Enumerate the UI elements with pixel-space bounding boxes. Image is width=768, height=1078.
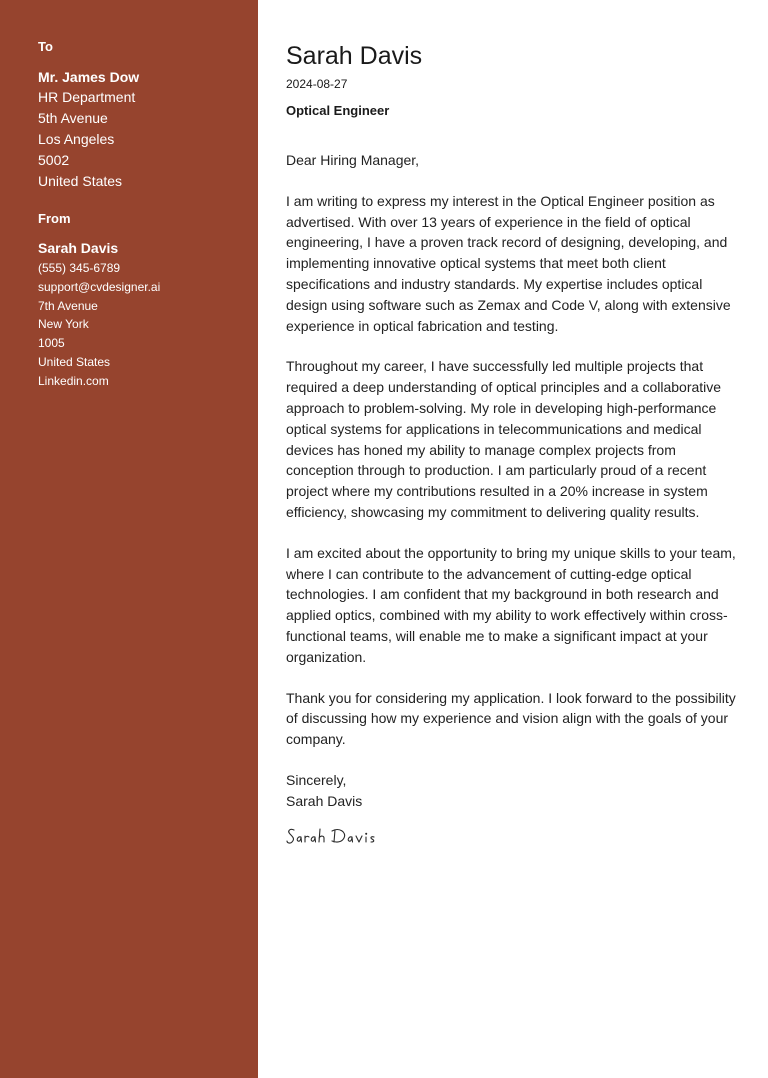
recipient-street: 5th Avenue <box>38 110 108 126</box>
recipient-zip: 5002 <box>38 152 70 168</box>
paragraph-2: Throughout my career, I have successfully led multiple projects that required a deep understanding of optical principles and a collaborative approach to problem-solving. My role in developing high-performance optical systems for applications in telecommunications and medical devices has honed my ability to manage complex projects from conception through to production. I am particularly proud of a recent project where my contributions resulted in a 20% increase in system efficiency, showcasing my commitment to delivering quality results. <box>286 358 722 520</box>
from-heading: From <box>38 211 71 226</box>
paragraph-1: I am writing to express my interest in the Optical Engineer position as advertised. With over 13 years of experience in the field of optical engineering, I have a proven track record of designing, developing, and implementing innovative optical systems that meet both client specifications and industry standards. My expertise includes optical design using software such as Zemax and Code V, along with extensive experience in optical fabrication and testing. <box>286 192 731 334</box>
job-title: Optical Engineer <box>286 103 390 118</box>
sender-linkedin: Linkedin.com <box>38 373 109 388</box>
recipient-city: Los Angeles <box>38 131 115 147</box>
paragraph-3: I am excited about the opportunity to bring my unique skills to your team, where I can contribute to the advancement of cutting-edge optical technologies. I am confident that my background in both research and applied optics, combined with my ability to work effectively within cross-functional teams, will enable me to make a significant impact at your organization. <box>286 544 736 665</box>
closing-phrase: Sincerely, <box>286 771 347 788</box>
recipient-name: Mr. James Dow <box>38 69 140 85</box>
handwritten-signature <box>286 824 396 850</box>
sidebar <box>0 0 258 1078</box>
sidebar-content <box>38 38 238 391</box>
from-block <box>38 210 238 391</box>
recipient-country: United States <box>38 173 123 189</box>
paragraph-4: Thank you for considering my application. I look forward to the possibility of discussing how my experience and vision align with the goals of your company. <box>286 689 736 748</box>
recipient-department: HR Department <box>38 89 136 105</box>
closing-name: Sarah Davis <box>286 792 363 809</box>
sender-name: Sarah Davis <box>38 240 119 256</box>
letter-body <box>286 38 736 850</box>
author-name: Sarah Davis <box>286 42 423 70</box>
sender-phone: (555) 345-6789 <box>38 261 121 275</box>
sender-email: support@cvdesigner.ai <box>38 279 161 294</box>
sender-country: United States <box>38 354 111 369</box>
sender-street: 7th Avenue <box>38 298 98 313</box>
sender-city: New York <box>38 317 89 332</box>
salutation: Dear Hiring Manager, <box>286 152 420 168</box>
letter-date: 2024-08-27 <box>286 77 348 91</box>
to-heading: To <box>38 39 53 54</box>
closing-block <box>286 770 736 812</box>
sender-zip: 1005 <box>38 336 65 351</box>
